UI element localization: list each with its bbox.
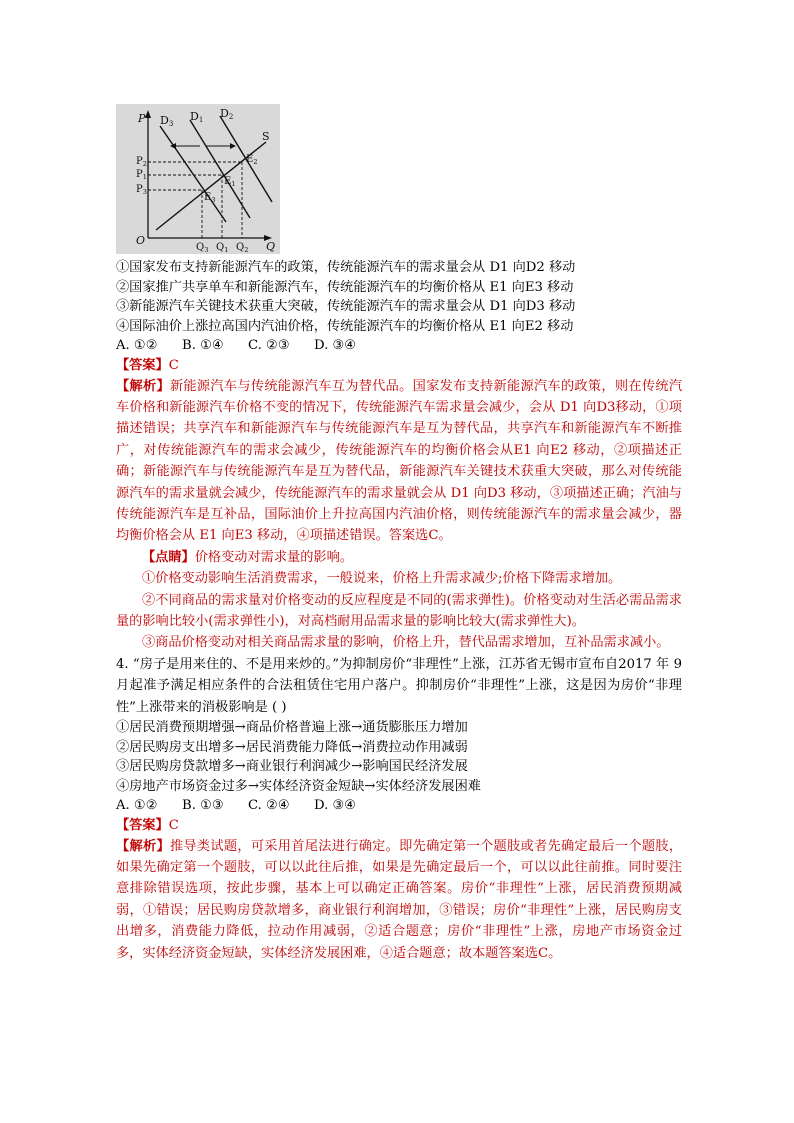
document-page xyxy=(116,104,682,964)
q3-answer-value: C xyxy=(168,357,179,373)
q4-answer-value: C xyxy=(168,818,179,834)
q4-item-4: ④房地产市场资金过多→实体经济资金短缺→实体经济发展困难 xyxy=(116,778,481,794)
e2-label: $E_2$ xyxy=(246,154,258,166)
q3-tip-point-2: ②不同商品的需求量对价格变动的反应程度是不同的(需求弹性)。价格变动对生活必需品需求量的影响比较小(需求弹性小)，对高档耐用品需求量的影响比较大(需求弹性大)。 xyxy=(116,592,682,630)
e1-label: $E_1$ xyxy=(224,176,236,188)
q3-tip-point-1: ①价格变动影响生活消费需求，一般说来，价格上升需求减少;价格下降需求增加。 xyxy=(142,571,622,587)
q3-tip-text: 价格变动对需求量的影响。 xyxy=(194,549,353,565)
q3-analysis-text: 新能源汽车与传统能源汽车互为替代品。国家发布支持新能源汽车的政策，则在传统汽车价格和新能源汽车价格不变的情况下，传统能源汽车需求量会减少，会从 D1 向D3移动，①项描述错误；共享汽车和新能源汽车与传统能源汽车是互为替代品，共享汽车和新能源汽车不断推广，对传统能源汽车的需求会减少，传统能源汽车的均衡价格会从E1 向E2 移动，②项描述正确；新能源汽车与传统能源汽车是互为替代品，新能源汽车关键技术获重大突破，那么对传统能源汽车的需求量就会减少，传统能源汽车的需求量就会从 D1 向D3 移动，③项描述正确；汽油与传统能源汽车是互补品，国际油价上升拉高国内汽油价格，则传统能源汽车的需求量会减少，器均衡价格会从 E1 向E3 移动，④项描述错误。答案选C。 xyxy=(116,378,683,544)
q3-analysis xyxy=(116,376,682,547)
q3-item-1: ①国家发布支持新能源汽车的政策，传统能源汽车的需求量会从 D1 向D2 移动 xyxy=(116,260,576,275)
d2-label: D2 xyxy=(220,107,234,121)
q1-label: $Q_1$ xyxy=(216,242,229,254)
q4-analysis xyxy=(116,836,682,964)
q4-analysis-text: 推导类试题，可采用首尾法进行确定。即先确定第一个题肢或者先确定最后一个题肢，如果先确定第一个题肢，可以以此往后推，如果是先确定最后一个，可以以此往前推。同时要注意排除错误选项，按此步骤，基本上可以确定正确答案。房价“非理性”上涨，居民消费预期减弱，①错误；居民购房贷款增多，商业银行利润增加，③错误；房价“非理性”上涨，居民购房支出增多，消费能力降低，拉动作用减弱，②适合题意；房价“非理性”上涨，房地产市场资金过多，实体经济资金短缺，实体经济发展困难，④适合题意；故本题答案选C。 xyxy=(116,838,683,961)
q4-analysis-tag: 【解析】 xyxy=(116,838,170,854)
demand-curve-d1 xyxy=(190,120,250,218)
shift-arrow-right-head xyxy=(230,143,236,149)
q3-options xyxy=(116,336,682,356)
p-axis-arrow xyxy=(145,110,151,118)
supply-demand-graph xyxy=(116,104,280,254)
q3-tip-tag: 【点睛】 xyxy=(142,549,195,565)
demand-curve-d3 xyxy=(160,126,226,222)
q3-tip-point-3: ③商品价格变动对相关商品需求量的影响，价格上升，替代品需求增加，互补品需求减小。 xyxy=(142,635,670,651)
supply-demand-figure xyxy=(116,104,280,254)
q4-options xyxy=(116,796,682,816)
p1-label: $P_1$ xyxy=(136,169,147,181)
axis-q-label: Q xyxy=(266,240,276,253)
d3-label: D3 xyxy=(160,114,174,128)
q4-answer xyxy=(116,816,682,836)
s-label: S xyxy=(262,130,270,143)
q3-analysis-tag: 【解析】 xyxy=(116,378,170,394)
q4-answer-tag: 【答案】 xyxy=(116,818,169,834)
q2-label: $Q_2$ xyxy=(236,242,249,254)
q3-option-c: C. ②③ xyxy=(248,338,290,354)
q3-option-a: A. ①② xyxy=(116,338,158,354)
q3-item-3: ③新能源汽车关键技术获重大突破，传统能源汽车的需求量会从 D1 向D3 移动 xyxy=(116,299,576,315)
q4-option-a: A. ①② xyxy=(116,798,158,814)
q4-stem: 4. “房子是用来住的、不是用来炒的。”为抑制房价“非理性”上涨，江苏省无锡市宣布自2017 年 9 月起准予满足相应条件的合法租赁住宅用户落户。抑制房价“非理性”上涨，这是因为房价“非理性”上涨带来的消极影响是 ( ) xyxy=(116,656,682,715)
q3-label: $Q_3$ xyxy=(196,242,209,254)
p3-label: $P_3$ xyxy=(136,184,147,196)
p2-label: $P_2$ xyxy=(136,156,147,168)
q4-item-1: ①居民消费预期增强→商品价格普遍上涨→通货膨胀压力增加 xyxy=(116,720,468,736)
axis-p-label: P xyxy=(138,112,146,125)
q4-item-2: ②居民购房支出增多→居民消费能力降低→消费拉动作用减弱 xyxy=(116,739,468,755)
q4-option-b: B. ①③ xyxy=(182,798,224,814)
q3-option-b: B. ①④ xyxy=(182,338,224,354)
q4-option-c: C. ②④ xyxy=(248,798,290,814)
q3-answer xyxy=(116,356,682,376)
q3-answer-tag: 【答案】 xyxy=(116,357,169,373)
q3-option-d: D. ③④ xyxy=(314,338,357,354)
d1-label: D1 xyxy=(190,110,204,124)
q4-item-3: ③居民购房贷款增多→商业银行利润减少→影响国民经济发展 xyxy=(116,759,468,775)
q3-item-2: ②国家推广共享单车和新能源汽车，传统能源汽车的均衡价格从 E1 向E3 移动 xyxy=(116,279,574,295)
q3-tip xyxy=(116,547,682,568)
e3-label: $E_3$ xyxy=(204,192,216,204)
origin-label: O xyxy=(136,234,146,247)
q3-item-4: ④国际油价上涨拉高国内汽油价格，传统能源汽车的均衡价格从 E1 向E2 移动 xyxy=(116,318,574,334)
q4-option-d: D. ③④ xyxy=(314,798,357,814)
